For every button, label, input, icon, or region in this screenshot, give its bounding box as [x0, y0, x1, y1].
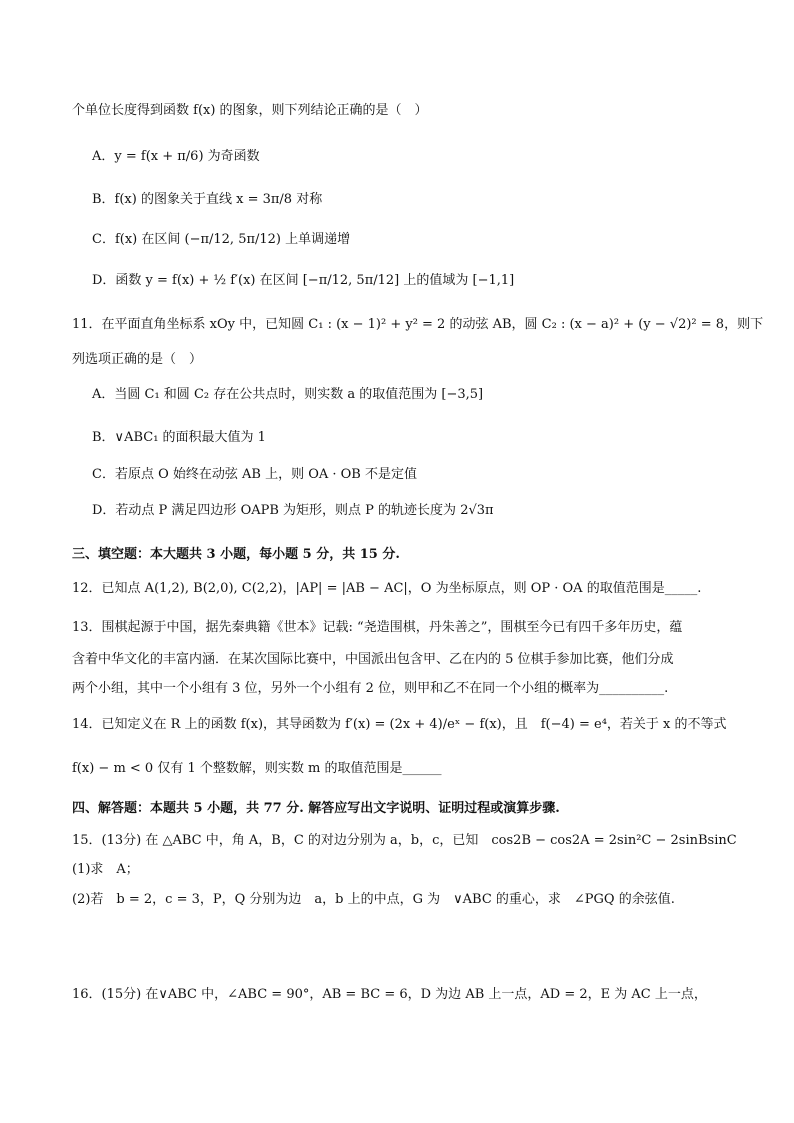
q11-option-b: B．∨ABC₁ 的面积最大值为 1	[92, 430, 266, 445]
q14-line2: f(x) − m < 0 仅有 1 个整数解，则实数 m 的取值范围是______	[72, 761, 442, 776]
q10-option-a: A．y = f(x + π/6) 为奇函数	[92, 149, 260, 164]
q15-stem: 15．(13分) 在 △ABC 中，角 A，B，C 的对边分别为 a，b，c，已知 cos2B − cos2A = 2sin²C − 2sinBsinC	[72, 833, 737, 848]
q12-text: 12．已知点 A(1,2), B(2,0), C(2,2)，|AP| = |AB − AC|，O 为坐标原点，则 OP · OA 的取值范围是_____.	[72, 581, 702, 596]
section-fill-in-heading: 三、填空题：本大题共 3 小题，每小题 5 分，共 15 分.	[72, 547, 400, 562]
q11-stem-line2: 列选项正确的是（ ）	[72, 352, 203, 367]
q10-continuation: 个单位长度得到函数 f(x) 的图象，则下列结论正确的是（ ）	[72, 103, 428, 118]
q15-part2: (2)若 b = 2，c = 3，P，Q 分别为边 a，b 上的中点，G 为 ∨ABC 的重心，求 ∠PGQ 的余弦值.	[72, 892, 675, 907]
q11-option-c: C．若原点 O 始终在动弦 AB 上，则 OA · OB 不是定值	[92, 467, 417, 482]
q13-line2: 含着中华文化的丰富内涵．在某次国际比赛中，中国派出包含甲、乙在内的 5 位棋手参加比赛，他们分成	[72, 652, 674, 667]
q10-option-b: B．f(x) 的图象关于直线 x = 3π/8 对称	[92, 192, 323, 207]
q13-line1: 13．围棋起源于中国，据先秦典籍《世本》记载: “尧造围棋，丹朱善之”，围棋至今已有四千多年历史，蕴	[72, 620, 683, 635]
q11-option-d: D．若动点 P 满足四边形 OAPB 为矩形，则点 P 的轨迹长度为 2√3π	[92, 503, 494, 518]
q14-line1: 14．已知定义在 R 上的函数 f(x)，其导函数为 f′(x) = (2x + 4)/eˣ − f(x)，且 f(−4) = e⁴，若关于 x 的不等式	[72, 717, 727, 732]
section-solution-heading: 四、解答题：本题共 5 小题，共 77 分. 解答应写出文字说明、证明过程或演算步骤.	[72, 801, 560, 816]
q16-stem: 16．(15分) 在∨ABC 中，∠ABC = 90°，AB = BC = 6，D 为边 AB 上一点，AD = 2，E 为 AC 上一点，	[72, 987, 707, 1002]
q11-stem-line1: 11．在平面直角坐标系 xOy 中，已知圆 C₁ : (x − 1)² + y² = 2 的动弦 AB，圆 C₂ : (x − a)² + (y − √2)² = 8，则下	[72, 317, 764, 332]
q10-option-d: D．函数 y = f(x) + ½ f′(x) 在区间 [−π/12, 5π/12] 上的值域为 [−1,1]	[92, 273, 515, 288]
q15-part1: (1)求 A；	[72, 862, 139, 877]
q10-option-c: C．f(x) 在区间 (−π/12, 5π/12) 上单调递增	[92, 232, 351, 247]
q11-option-a: A．当圆 C₁ 和圆 C₂ 存在公共点时，则实数 a 的取值范围为 [−3,5]	[92, 387, 484, 402]
q13-line3: 两个小组，其中一个小组有 3 位，另外一个小组有 2 位，则甲和乙不在同一个小组的概率为__________.	[72, 681, 669, 696]
